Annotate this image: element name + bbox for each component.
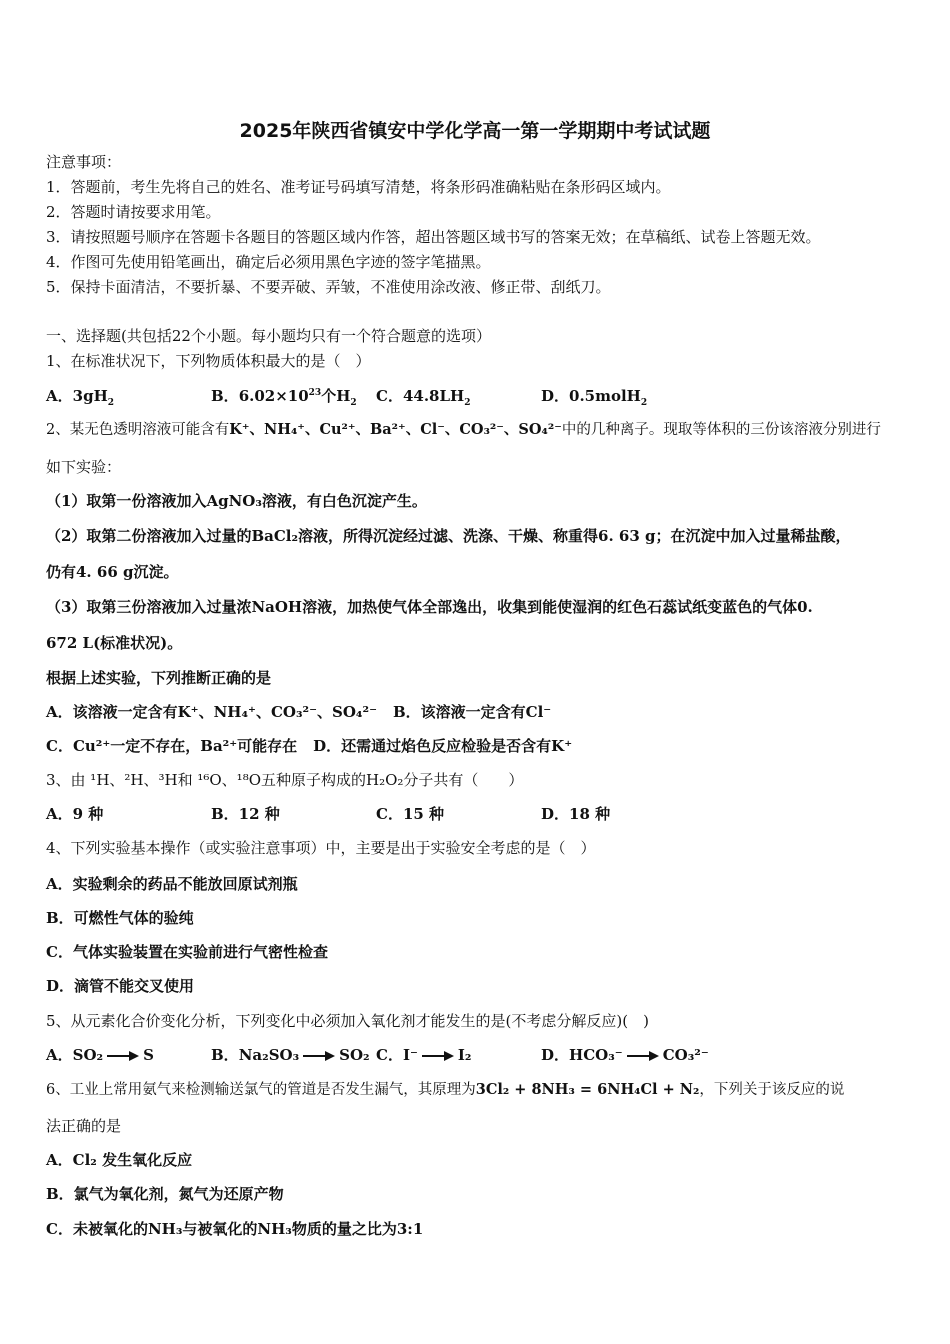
q4-option-a: A．实验剩余的药品不能放回原试剂瓶 — [46, 875, 298, 893]
section-heading: 一、选择题(共包括22个小题。每小题均只有一个符合题意的选项） — [46, 327, 491, 345]
question-2-step-2-cont: 仍有4. 66 g沉淀。 — [46, 563, 179, 581]
question-5-stem: 5、从元素化合价变化分析，下列变化中必须加入氧化剂才能发生的是(不考虑分解反应)( ) — [46, 1012, 649, 1030]
question-2-stem: 2、某无色透明溶液可能含有K⁺、NH₄⁺、Cu²⁺、Ba²⁺、Cl⁻、CO₃²⁻、SO₄²⁻中的几种离子。现取等体积的三份该溶液分别进行 — [46, 421, 881, 438]
q3-option-a: A．9 种 — [46, 805, 104, 823]
question-2-step-2: （2）取第二份溶液加入过量的BaCl₂溶液，所得沉淀经过滤、洗涤、干燥、称重得6. 63 g；在沉淀中加入过量稀盐酸， — [46, 527, 851, 545]
q5-option-d: D．HCO₃⁻ CO₃²⁻ — [541, 1046, 709, 1064]
question-2-step-1: （1）取第一份溶液加入AgNO₃溶液，有白色沉淀产生。 — [46, 492, 427, 510]
notice-item-5: 5．保持卡面清洁，不要折暴、不要弄破、弄皱，不准使用涂改液、修正带、刮纸刀。 — [46, 278, 611, 296]
q4-option-b: B．可燃性气体的验纯 — [46, 909, 194, 927]
q1-option-a: A．$3gH_2$ — [46, 387, 115, 408]
arrow-right-icon — [422, 1051, 454, 1061]
q5-option-b: B．Na₂SO₃ SO₂ — [211, 1046, 370, 1064]
question-2-step-3-cont: 672 L(标准状况)。 — [46, 634, 183, 652]
q3-option-c: C．15 种 — [376, 805, 445, 823]
question-2-options-cd — [46, 737, 572, 755]
q4-option-d: D．滴管不能交叉使用 — [46, 977, 195, 995]
question-4-stem: 4、下列实验基本操作（或实验注意事项）中，主要是出于实验安全考虑的是（ ） — [46, 839, 596, 857]
q3-option-b: B．12 种 — [211, 805, 280, 823]
arrow-right-icon — [627, 1051, 659, 1061]
q5-option-a: A．SO₂ S — [46, 1046, 154, 1064]
question-3-stem: 3、由 ¹H、²H、³H和 ¹⁶O、¹⁸O五种原子构成的H₂O₂分子共有（ ） — [46, 771, 524, 789]
q1-option-d: D．0.5molH$_2$ — [541, 387, 648, 408]
question-1-stem: 1、在标准状况下，下列物质体积最大的是（ ） — [46, 352, 371, 370]
q6-option-c: C．未被氧化的NH₃与被氧化的NH₃物质的量之比为3:1 — [46, 1220, 424, 1238]
notice-item-2: 2．答题时请按要求用笔。 — [46, 203, 221, 221]
q1-option-b: B．$6.02\times 10^{23}$个$H_2$ — [211, 387, 357, 408]
arrow-right-icon — [107, 1051, 139, 1061]
q5-option-c: C．I⁻ I₂ — [376, 1046, 472, 1064]
q1-option-c: C．$44.8LH_2$ — [376, 387, 471, 408]
notice-heading: 注意事项： — [46, 153, 122, 171]
q3-option-d: D．18 种 — [541, 805, 611, 823]
question-2-step-3: （3）取第三份溶液加入过量浓NaOH溶液，加热使气体全部逸出，收集到能使湿润的红色石蕊试纸变蓝色的气体0. — [46, 598, 813, 616]
q6-option-b: B．氯气为氧化剂，氮气为还原产物 — [46, 1185, 284, 1203]
reaction-equation: 3Cl₂ + 8NH₃ = 6NH₄Cl + N₂ — [475, 1081, 700, 1098]
q6-option-a: A．Cl₂ 发生氧化反应 — [46, 1151, 193, 1169]
notice-item-1: 1．答题前，考生先将自己的姓名、准考证号码填写清楚，将条形码准确粘贴在条形码区域内。 — [46, 178, 671, 196]
notice-item-4: 4．作图可先使用铅笔画出，确定后必须用黑色字迹的签字笔描黑。 — [46, 253, 491, 271]
q2-option-d: D．还需通过焰色反应检验是否含有K⁺ — [313, 737, 573, 755]
question-2-options-ab — [46, 703, 551, 721]
question-2-conclusion: 根据上述实验，下列推断正确的是 — [46, 669, 272, 687]
question-6-stem: 6、工业上常用氨气来检测输送氯气的管道是否发生漏气，其原理为3Cl₂ + 8NH₃ = 6NH₄Cl + N₂，下列关于该反应的说 — [46, 1081, 845, 1098]
notice-item-3: 3．请按照题号顺序在答题卡各题目的答题区域内作答，超出答题区域书写的答案无效；在草稿纸、试卷上答题无效。 — [46, 228, 821, 246]
page-title: 2025年陕西省镇安中学化学高一第一学期期中考试试题 — [239, 120, 711, 142]
q2-option-b: B．该溶液一定含有Cl⁻ — [392, 703, 552, 721]
arrow-right-icon — [303, 1051, 335, 1061]
question-6-stem-cont: 法正确的是 — [46, 1117, 122, 1135]
question-2-stem-cont: 如下实验： — [46, 458, 122, 476]
q2-option-c: C．Cu²⁺一定不存在，Ba²⁺可能存在 — [46, 737, 298, 755]
q2-option-a: A．该溶液一定含有K⁺、NH₄⁺、CO₃²⁻、SO₄²⁻ — [46, 703, 377, 721]
q4-option-c: C．气体实验装置在实验前进行气密性检查 — [46, 943, 328, 961]
